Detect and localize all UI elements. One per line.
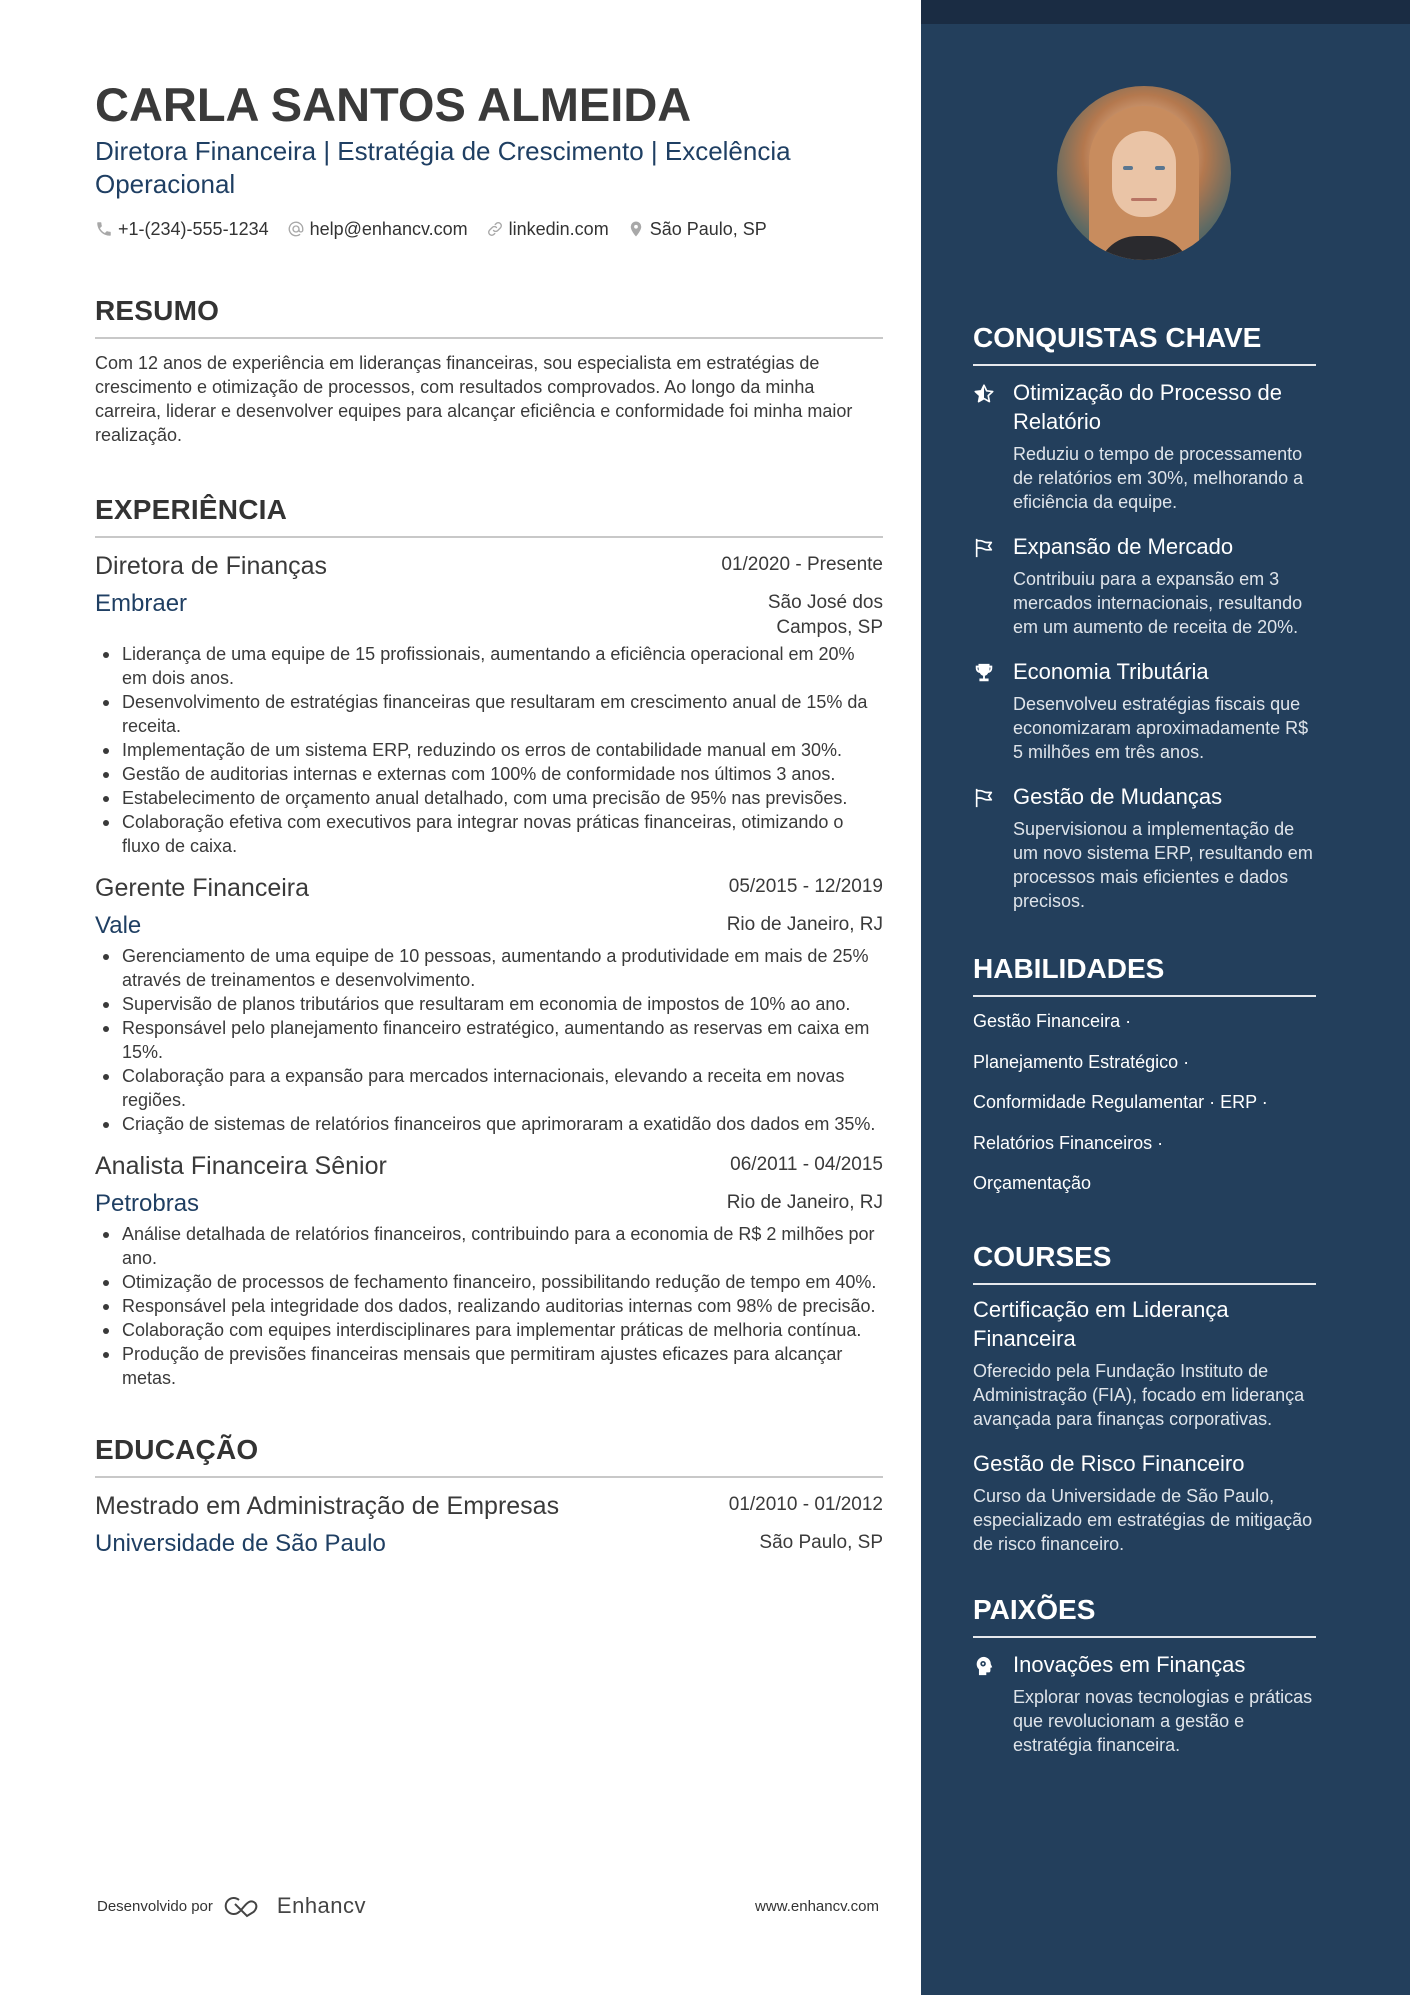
job-role: Gerente Financeira <box>95 873 310 902</box>
job-bullet: Responsável pela integridade dos dados, realizando auditorias internas com 98% de precisão. <box>95 1294 883 1318</box>
candidate-name: CARLA SANTOS ALMEIDA <box>95 78 692 131</box>
education-school: Universidade de São Paulo <box>95 1529 386 1557</box>
link-icon <box>486 220 504 238</box>
job-dates: 06/2011 - 04/2015 <box>730 1153 883 1175</box>
job-bullet: Colaboração para a expansão para mercados internacionais, elevando a receita em novas regiões. <box>95 1064 883 1112</box>
passion-description: Explorar novas tecnologias e práticas que revolucionam a gestão e estratégia financeira. <box>1013 1687 1313 1755</box>
job-entry <box>95 1150 883 1390</box>
contact-list <box>95 217 795 241</box>
job-bullet: Responsável pelo planejamento financeiro estratégico, aumentando as reservas em caixa em 15%. <box>95 1016 883 1064</box>
achievements-heading: CONQUISTAS CHAVE <box>973 320 1316 366</box>
achievement-description: Reduziu o tempo de processamento de relatórios em 30%, melhorando a eficiência da equipe. <box>1013 444 1304 512</box>
skills-section <box>973 951 1316 1195</box>
linkedin-text: linkedin.com <box>508 218 609 239</box>
skill-tag: Gestão Financeira · <box>973 1011 1132 1031</box>
job-bullet: Estabelecimento de orçamento anual detalhado, com uma precisão de 95% nas previsões. <box>95 786 883 810</box>
achievement-title: Otimização do Processo de Relatório <box>1013 380 1283 434</box>
education-school-row <box>95 1522 883 1560</box>
job-bullets <box>95 1222 883 1390</box>
job-header-row <box>95 872 883 904</box>
achievement-item <box>973 378 1316 514</box>
course-item <box>973 1449 1316 1556</box>
passion-item <box>973 1650 1316 1757</box>
achievement-description: Desenvolveu estratégias fiscais que economizaram aproximadamente R$ 5 milhões em três anos. <box>1013 694 1309 762</box>
job-company: Petrobras <box>95 1189 200 1217</box>
candidate-title: Diretora Financeira | Estratégia de Crescimento | Excelência Operacional <box>95 135 791 199</box>
achievement-body <box>1013 782 1316 913</box>
job-location: Rio de Janeiro, RJ <box>726 913 883 935</box>
education-header-row <box>95 1490 883 1522</box>
sidebar-top-bar <box>921 0 1410 24</box>
job-bullet: Gerenciamento de uma equipe de 10 pessoas, aumentando a produtividade em mais de 25% através de treinamentos e desenvolvimento. <box>95 944 883 992</box>
job-location: São José dos Campos, SP <box>767 591 883 638</box>
job-entry <box>95 872 883 1136</box>
job-role: Analista Financeira Sênior <box>95 1151 387 1180</box>
star-icon <box>973 378 1013 514</box>
summary-text: Com 12 anos de experiência em lideranças financeiras, sou especialista em estratégias de crescimento e otimização de processos, com resultados comprovados. Ao longo da minha carreira, liderar e desenvolver equipes para alcançar eficiência e conformidade foi minha maior realização. <box>95 352 853 445</box>
job-dates: 01/2020 - Presente <box>721 553 883 575</box>
job-bullet: Gestão de auditorias internas e externas com 100% de conformidade nos últimos 3 anos. <box>95 762 883 786</box>
skill-tag: Planejamento Estratégico · <box>973 1051 1190 1072</box>
sidebar <box>921 0 1410 1995</box>
phone-text: +1-(234)-555-1234 <box>118 218 269 239</box>
job-header-row <box>95 1150 883 1182</box>
job-header-row <box>95 550 883 582</box>
job-bullet: Produção de previsões financeiras mensais que permitiram ajustes eficazes para alcançar metas. <box>95 1342 883 1390</box>
main-content <box>95 80 883 1560</box>
job-bullet: Liderança de uma equipe de 15 profissionais, aumentando a eficiência operacional em 20% em dois anos. <box>95 642 883 690</box>
job-bullet: Colaboração efetiva com executivos para integrar novas práticas financeiras, otimizando o fluxo de caixa. <box>95 810 883 858</box>
achievement-description: Contribuiu para a expansão em 3 mercados internacionais, resultando em um aumento de receita de 20%. <box>1013 569 1303 637</box>
courses-heading: COURSES <box>973 1239 1316 1285</box>
job-bullet: Colaboração com equipes interdisciplinares para implementar práticas de melhoria contínua. <box>95 1318 883 1342</box>
job-bullet: Implementação de um sistema ERP, reduzindo os erros de contabilidade manual em 30%. <box>95 738 883 762</box>
powered-by-text: Desenvolvido por <box>97 1897 213 1915</box>
experience-section <box>95 492 883 1390</box>
photo-eye <box>1155 166 1165 170</box>
phone-icon <box>95 220 113 238</box>
job-bullet: Criação de sistemas de relatórios financeiros que aprimoraram a exatidão dos dados em 35%. <box>95 1112 883 1136</box>
achievement-body <box>1013 378 1316 514</box>
summary-section <box>95 293 883 447</box>
skills-list <box>973 1009 1316 1195</box>
education-degree: Mestrado em Administração de Empresas <box>95 1491 560 1520</box>
achievement-title: Gestão de Mudanças <box>1013 784 1223 809</box>
email-text: help@enhancv.com <box>309 218 468 239</box>
education-location: São Paulo, SP <box>759 1531 883 1553</box>
website-link[interactable]: www.enhancv.com <box>755 1897 879 1915</box>
job-company-row <box>95 582 883 640</box>
job-role: Diretora de Finanças <box>95 551 328 580</box>
contact-linkedin[interactable] <box>486 217 609 241</box>
contact-phone[interactable] <box>95 217 269 241</box>
footer <box>97 1893 879 1919</box>
education-dates: 01/2010 - 01/2012 <box>728 1493 883 1515</box>
brain-head-icon <box>973 1650 1013 1757</box>
contact-location <box>627 217 767 241</box>
passions-section <box>973 1592 1316 1757</box>
course-item <box>973 1295 1316 1431</box>
education-entry <box>95 1490 883 1560</box>
achievements-section <box>973 320 1316 913</box>
at-icon <box>287 220 305 238</box>
photo-mouth <box>1131 198 1157 201</box>
job-bullet: Supervisão de planos tributários que resultaram em economia de impostos de 10% ao ano. <box>95 992 883 1016</box>
achievement-item <box>973 657 1316 764</box>
education-heading: EDUCAÇÃO <box>95 1432 883 1478</box>
courses-section <box>973 1239 1316 1556</box>
contact-email[interactable] <box>287 217 468 241</box>
location-pin-icon <box>627 220 645 238</box>
flag-icon <box>973 532 1013 639</box>
photo-face <box>1112 131 1176 217</box>
job-bullet: Desenvolvimento de estratégias financeiras que resultaram em crescimento anual de 15% da receita. <box>95 690 883 738</box>
resume-header <box>95 80 883 241</box>
achievement-title: Expansão de Mercado <box>1013 534 1234 559</box>
achievement-description: Supervisionou a implementação de um novo sistema ERP, resultando em processos mais eficientes e dados precisos. <box>1013 819 1313 911</box>
course-description: Curso da Universidade de São Paulo, especializado em estratégias de mitigação de risco financeiro. <box>973 1486 1313 1554</box>
job-bullet: Otimização de processos de fechamento financeiro, possibilitando redução de tempo em 40%. <box>95 1270 883 1294</box>
skill-tag: Conformidade Regulamentar · ERP · <box>973 1092 1268 1112</box>
course-description: Oferecido pela Fundação Instituto de Administração (FIA), focado em liderança avançada para finanças corporativas. <box>973 1361 1305 1429</box>
job-company-row <box>95 904 883 942</box>
passion-body <box>1013 1650 1316 1757</box>
course-title: Gestão de Risco Financeiro <box>973 1451 1245 1476</box>
skill-tag: Orçamentação <box>973 1173 1092 1193</box>
job-bullets <box>95 944 883 1136</box>
brand-name: Enhancv <box>276 1893 367 1918</box>
job-company: Embraer <box>95 589 188 617</box>
sidebar-content <box>973 320 1316 1757</box>
summary-heading: RESUMO <box>95 293 883 339</box>
brand-logo[interactable] <box>223 1893 366 1919</box>
job-dates: 05/2015 - 12/2019 <box>728 875 883 897</box>
job-bullet: Análise detalhada de relatórios financeiros, contribuindo para a economia de R$ 2 milhões por ano. <box>95 1222 883 1270</box>
achievement-title: Economia Tributária <box>1013 659 1209 684</box>
profile-photo <box>1057 86 1231 260</box>
job-location: Rio de Janeiro, RJ <box>726 1191 883 1213</box>
achievement-item <box>973 532 1316 639</box>
footer-branding <box>97 1893 366 1919</box>
skills-heading: HABILIDADES <box>973 951 1316 997</box>
achievement-item <box>973 782 1316 913</box>
enhancv-logo-icon <box>223 1894 269 1918</box>
job-bullets <box>95 642 883 858</box>
skill-tag: Relatórios Financeiros · <box>973 1132 1164 1153</box>
education-section <box>95 1432 883 1560</box>
location-text: São Paulo, SP <box>649 218 767 239</box>
job-company-row <box>95 1182 883 1220</box>
job-company: Vale <box>95 911 142 939</box>
passion-title: Inovações em Finanças <box>1013 1652 1246 1677</box>
achievement-body <box>1013 532 1316 639</box>
job-entry <box>95 550 883 858</box>
achievement-body <box>1013 657 1316 764</box>
course-title: Certificação em Liderança Financeira <box>973 1297 1229 1351</box>
flag-icon <box>973 782 1013 913</box>
trophy-icon <box>973 657 1013 764</box>
passions-heading: PAIXÕES <box>973 1592 1316 1638</box>
experience-heading: EXPERIÊNCIA <box>95 492 883 538</box>
photo-eye <box>1123 166 1133 170</box>
